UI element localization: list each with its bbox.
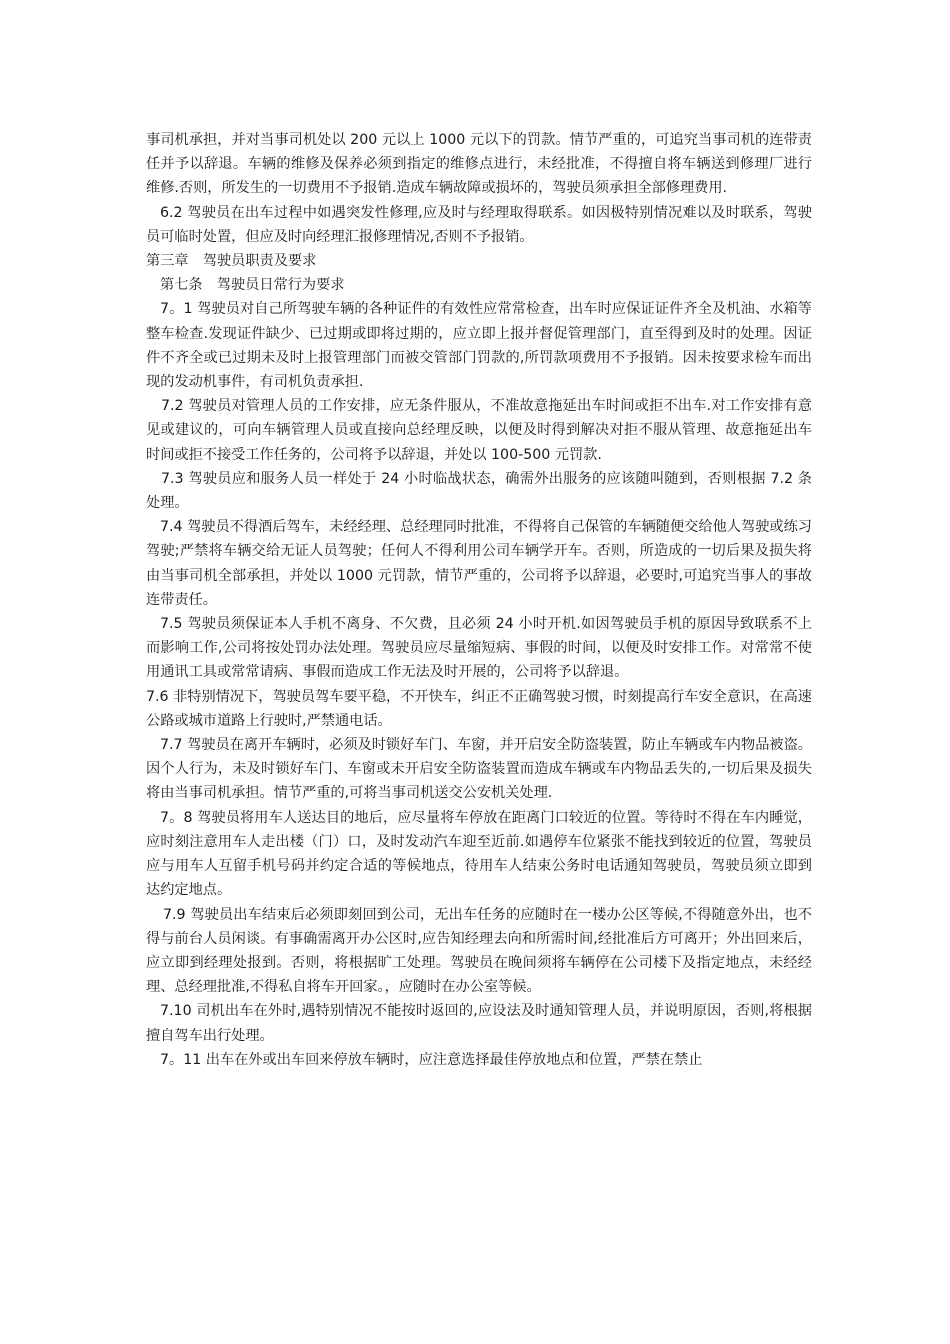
paragraph-6-1-continued: 事司机承担，并对当事司机处以 200 元以上 1000 元以下的罚款。情节严重的，可追究当事司机的连带责任并予以辞退。车辆的维修及保养必须到指定的维修点进行，未经批准，不得擅自将车辆送到修理厂进行维修.否则，所发生的一切费用不予报销.造成车辆故障或损坏的，驾驶员须承担全部修理费用.	[146, 132, 812, 197]
document-page	[146, 128, 812, 1072]
article-7-heading: 第七条 驾驶员日常行为要求	[160, 277, 345, 294]
paragraph-7-8: 7。8 驾驶员将用车人送达目的地后，应尽量将车停放在距离门口较近的位置。等待时不得在车内睡觉，应时刻注意用车人走出楼（门）口，及时发动汽车迎至近前.如遇停车位紧张不能找到较近的位置，驾驶员应与用车人互留手机号码并约定合适的等候地点，待用车人结束公务时电话通知驾驶员，驾驶员须立即到达约定地点。	[146, 809, 812, 899]
paragraph-7-2: 7.2 驾驶员对管理人员的工作安排，应无条件服从，不准故意拖延出车时间或拒不出车.对工作安排有意见或建议的，可向车辆管理人员或直接向总经理反映，以便及时得到解决对拒不服从管理、故意拖延出车时间或拒不接受工作任务的，公司将予以辞退，并处以 100-500 元罚款.	[146, 398, 812, 463]
paragraph-7-6: 7.6 非特别情况下，驾驶员驾车要平稳，不开快车，纠正不正确驾驶习惯，时刻提高行车安全意识，在高速公路或城市道路上行驶时,严禁通电话。	[146, 688, 812, 729]
paragraph-7-5: 7.5 驾驶员须保证本人手机不离身、不欠费，且必须 24 小时开机.如因驾驶员手机的原因导致联系不上而影响工作,公司将按处罚办法处理。驾驶员应尽量缩短病、事假的时间，以便及时安排工作。对常常不使用通讯工具或常常请病、事假而造成工作无法及时开展的，公司将予以辞退。	[146, 616, 812, 681]
paragraph-7-9: 7.9 驾驶员出车结束后必须即刻回到公司，无出车任务的应随时在一楼办公区等候,不得随意外出，也不得与前台人员闲谈。有事确需离开办公区时,应告知经理去向和所需时间,经批准后方可离开；外出回来后，应立即到经理处报到。否则，将根据旷工处理。驾驶员在晚间须将车辆停在公司楼下及指定地点，未经经理、总经理批准,不得私自将车开回家。，应随时在办公室等候。	[146, 906, 812, 996]
paragraph-6-2: 6.2 驾驶员在出车过程中如遇突发性修理,应及时与经理取得联系。如因极特别情况难以及时联系，驾驶员可临时处置，但应及时向经理汇报修理情况,否则不予报销。	[146, 204, 812, 245]
paragraph-7-7: 7.7 驾驶员在离开车辆时，必须及时锁好车门、车窗，并开启安全防盗装置，防止车辆或车内物品被盗。因个人行为，未及时锁好车门、车窗或未开启安全防盗装置而造成车辆或车内物品丢失的,一切后果及损失将由当事司机承担。情节严重的,可将当事司机送交公安机关处理.	[146, 737, 812, 802]
chapter-3-heading: 第三章 驾驶员职责及要求	[146, 253, 317, 270]
paragraph-7-3: 7.3 驾驶员应和服务人员一样处于 24 小时临战状态，确需外出服务的应该随叫随到，否则根据 7.2 条处理。	[146, 470, 812, 512]
paragraph-7-1: 7。1 驾驶员对自己所驾驶车辆的各种证件的有效性应常常检查，出车时应保证证件齐全及机油、水箱等整车检查.发现证件缺少、已过期或即将过期的，应立即上报并督促管理部门，直至得到及时的处理。因证件不齐全或已过期未及时上报管理部门而被交管部门罚款的,所罚款项费用不予报销。因未按要求检车而出现的发动机事件，有司机负责承担.	[146, 301, 812, 391]
paragraph-7-10: 7.10 司机出车在外时,遇特别情况不能按时返回的,应设法及时通知管理人员，并说明原因，否则,将根据擅自驾车出行处理。	[146, 1003, 812, 1044]
paragraph-7-11: 7。11 出车在外或出车回来停放车辆时，应注意选择最佳停放地点和位置，严禁在禁止	[160, 1051, 703, 1068]
paragraph-7-4: 7.4 驾驶员不得酒后驾车，未经经理、总经理同时批准，不得将自己保管的车辆随便交给他人驾驶或练习驾驶;严禁将车辆交给无证人员驾驶；任何人不得利用公司车辆学开车。否则，所造成的一切后果及损失将由当事司机全部承担，并处以 1000 元罚款，情节严重的，公司将予以辞退，必要时,可追究当事人的事故连带责任。	[146, 519, 812, 608]
